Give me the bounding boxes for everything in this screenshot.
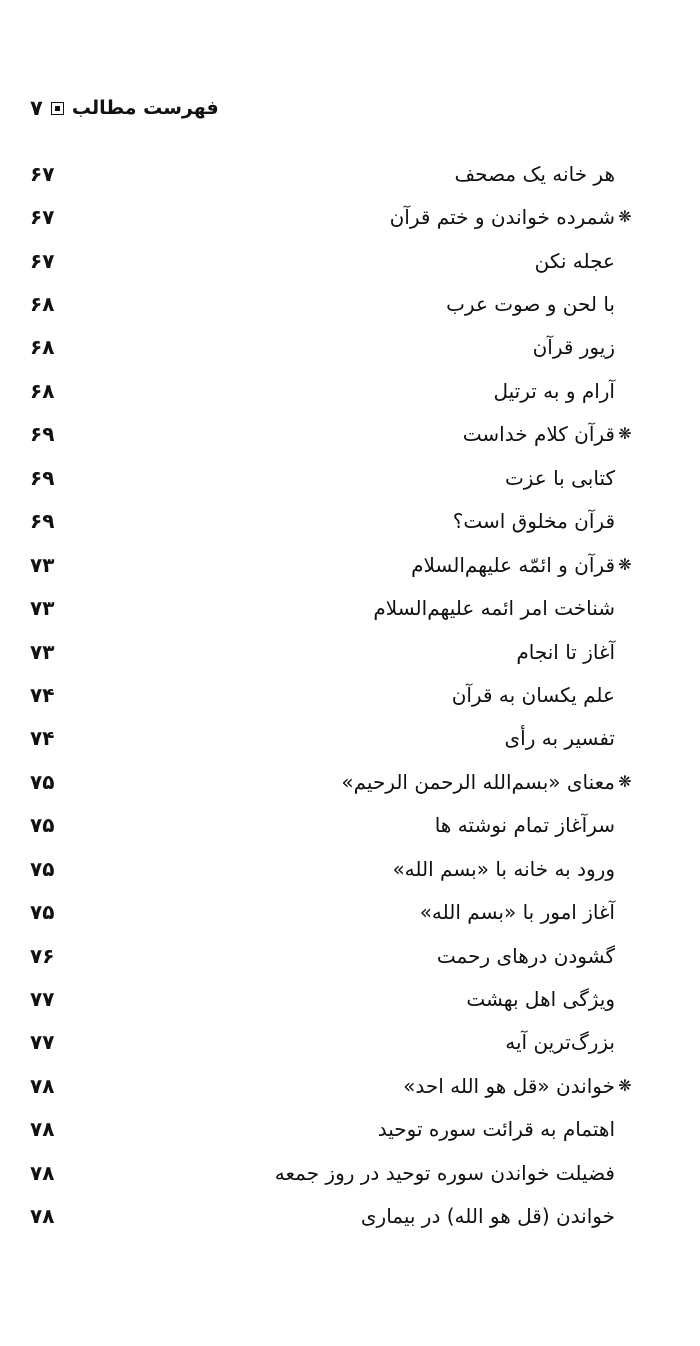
- toc-entry: [30, 934, 635, 977]
- toc-entry-title: ویژگی اهل بهشت: [466, 987, 615, 1012]
- toc-entry: [30, 369, 635, 412]
- toc-entry-page: ۷۵: [30, 769, 55, 794]
- toc-entry-title: قرآن کلام خداست: [462, 422, 615, 447]
- toc-entry-title: آرام و به ترتیل: [493, 378, 615, 403]
- toc-entry-page: ۷۸: [30, 1073, 55, 1098]
- toc-entry: [30, 630, 635, 673]
- toc-entry-title: خواندن (قل هو الله) در بیماری: [360, 1204, 615, 1229]
- toc-entry: [30, 586, 635, 629]
- toc-entry-title: آغاز تا انجام: [516, 639, 615, 664]
- dot-leader: [68, 381, 483, 401]
- toc-entry-title: خواندن «قل هو الله احد»: [403, 1073, 615, 1098]
- toc-entry: [30, 282, 635, 325]
- toc-entry-title: هر خانه یک مصحف: [454, 161, 615, 186]
- dot-leader: [68, 642, 506, 662]
- toc-entry-page: ۷۷: [30, 1030, 55, 1055]
- toc-entry-title: تفسیر به رأی: [504, 726, 615, 751]
- dot-leader: [68, 859, 382, 879]
- toc-entry: [30, 543, 635, 586]
- dot-leader: [68, 902, 410, 922]
- dot-leader: [68, 989, 456, 1009]
- toc-entry: [30, 1064, 635, 1107]
- toc-entry-page: ۷۸: [30, 1117, 55, 1142]
- toc-entry-title: قرآن و ائمّه علیهم‌السلام: [411, 552, 615, 577]
- toc-entry: [30, 413, 635, 456]
- toc-entry-page: ۷۵: [30, 813, 55, 838]
- dot-leader: [68, 1032, 495, 1052]
- toc-entry-page: ۶۷: [30, 248, 55, 273]
- header-inner: [30, 96, 219, 120]
- square-dot-inner: [55, 106, 60, 111]
- toc-entry-page: ۶۸: [30, 292, 55, 317]
- page-title: فهرست مطالب: [71, 97, 219, 119]
- dot-leader: [68, 164, 444, 184]
- square-dot-icon: [51, 102, 64, 115]
- header-page-number: ۷: [30, 96, 43, 120]
- toc-entry-page: ۶۸: [30, 378, 55, 403]
- toc-entry-page: ۶۹: [30, 422, 55, 447]
- section-bullet-icon: ❋: [618, 424, 632, 444]
- toc-entry-page: ۷۳: [30, 552, 55, 577]
- toc-entry: [30, 1151, 635, 1194]
- toc-entry-page: ۷۳: [30, 596, 55, 621]
- toc-entry-page: ۷۵: [30, 856, 55, 881]
- toc-entry: [30, 152, 635, 195]
- toc-entry-title: گشودن درهای رحمت: [436, 943, 615, 968]
- dot-leader: [68, 468, 495, 488]
- section-bullet-icon: ❋: [618, 207, 632, 227]
- toc-entry-page: ۶۸: [30, 335, 55, 360]
- dot-leader: [68, 1206, 351, 1226]
- toc-entry-page: ۶۷: [30, 205, 55, 230]
- section-bullet-icon: ❋: [618, 1075, 632, 1095]
- toc-entry: [30, 1108, 635, 1151]
- dot-leader: [68, 251, 525, 271]
- toc-entry-title: اهتمام به قرائت سوره توحید: [377, 1117, 615, 1142]
- toc-entry: [30, 456, 635, 499]
- toc-entry-page: ۶۹: [30, 465, 55, 490]
- toc-entry-page: ۶۷: [30, 161, 55, 186]
- toc-entry-page: ۷۷: [30, 987, 55, 1012]
- dot-leader: [68, 294, 436, 314]
- toc-entry: [30, 1195, 635, 1238]
- dot-leader: [68, 946, 427, 966]
- toc-entry-page: ۶۹: [30, 509, 55, 534]
- toc-entry: [30, 760, 635, 803]
- toc-entry: [30, 890, 635, 933]
- toc-entry: [30, 500, 635, 543]
- toc-entry-page: ۷۶: [30, 943, 55, 968]
- toc-entry-title: علم یکسان به قرآن: [451, 682, 615, 707]
- toc-entry: [30, 239, 635, 282]
- toc-entry: [30, 847, 635, 890]
- table-of-contents: [30, 152, 635, 1238]
- section-bullet-icon: ❋: [618, 771, 632, 791]
- toc-entry-page: ۷۸: [30, 1160, 55, 1185]
- toc-entry: [30, 195, 635, 238]
- dot-leader: [68, 511, 443, 531]
- dot-leader: [68, 424, 453, 444]
- toc-entry-title: با لحن و صوت عرب: [446, 292, 615, 317]
- toc-entry-page: ۷۸: [30, 1204, 55, 1229]
- toc-entry: [30, 717, 635, 760]
- toc-entry-title: زیور قرآن: [532, 335, 615, 360]
- toc-entry: [30, 804, 635, 847]
- toc-entry-page: ۷۵: [30, 900, 55, 925]
- toc-entry-title: قرآن مخلوق است؟: [452, 509, 615, 534]
- toc-entry-title: عجله نکن: [534, 248, 615, 273]
- dot-leader: [68, 555, 401, 575]
- dot-leader: [68, 337, 523, 357]
- toc-entry-title: شناخت امر ائمه علیهم‌السلام: [373, 596, 615, 621]
- dot-leader: [68, 1163, 265, 1183]
- toc-entry-title: سرآغاز تمام نوشته ها: [434, 813, 615, 838]
- dot-leader: [68, 207, 380, 227]
- toc-entry-title: آغاز امور با «بسم الله»: [419, 900, 615, 925]
- toc-entry-title: بزرگ‌ترین آیه: [505, 1030, 615, 1055]
- dot-leader: [68, 598, 363, 618]
- toc-entry-page: ۷۴: [30, 682, 55, 707]
- dot-leader: [68, 772, 331, 792]
- toc-entry-page: ۷۴: [30, 726, 55, 751]
- toc-entry-title: ورود به خانه با «بسم الله»: [392, 856, 615, 881]
- toc-entry: [30, 1021, 635, 1064]
- toc-entry: [30, 977, 635, 1020]
- toc-entry: [30, 326, 635, 369]
- toc-entry-title: شمرده خواندن و ختم قرآن: [389, 205, 615, 230]
- page-header: [30, 90, 670, 126]
- toc-entry-title: معنای «بسم‌الله الرحمن الرحیم»: [341, 769, 615, 794]
- toc-entry: [30, 673, 635, 716]
- toc-entry-title: کتابی با عزت: [504, 465, 615, 490]
- section-bullet-icon: ❋: [618, 554, 632, 574]
- dot-leader: [68, 1076, 393, 1096]
- dot-leader: [68, 728, 495, 748]
- dot-leader: [68, 815, 425, 835]
- toc-entry-page: ۷۳: [30, 639, 55, 664]
- dot-leader: [68, 1119, 368, 1139]
- dot-leader: [68, 685, 442, 705]
- toc-entry-title: فضیلت خواندن سوره توحید در روز جمعه: [274, 1160, 615, 1185]
